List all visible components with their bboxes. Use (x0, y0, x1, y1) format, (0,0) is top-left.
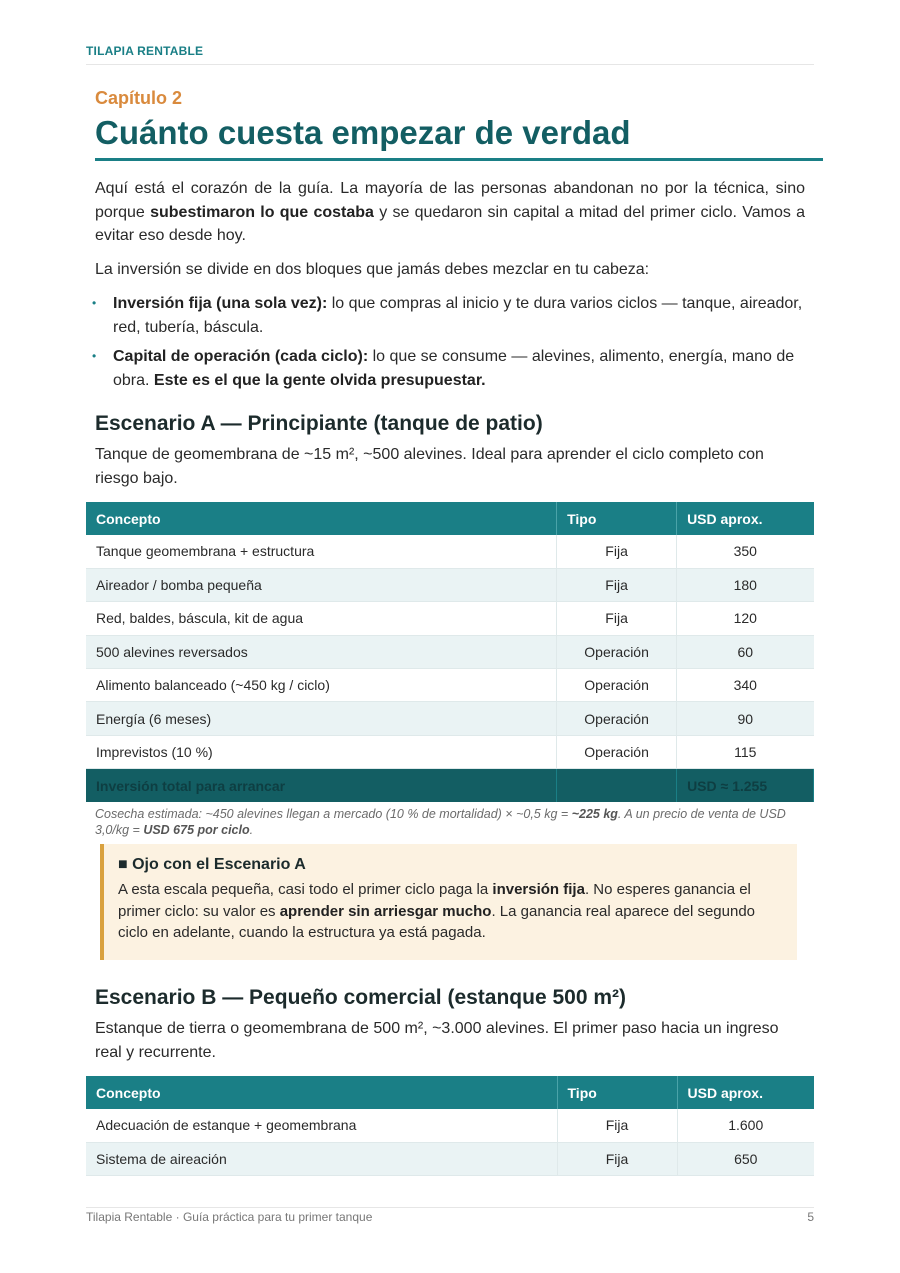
scenario-b-description: Estanque de tierra o geomembrana de 500 m², ~3.000 alevines. El primer paso hacia un ingreso real y recurrente. (95, 1020, 779, 1061)
cell-usd: 120 (677, 602, 814, 635)
cell-type: Operación (557, 635, 677, 668)
note-text: Cosecha estimada: ~450 alevines llegan a mercado (10 % de mortalidad) × ~0,5 kg = (95, 807, 572, 821)
table-row (86, 602, 814, 635)
column-header: Tipo (557, 1076, 677, 1109)
table-header-row (86, 502, 814, 535)
cell-usd: 350 (677, 535, 814, 568)
table-row (86, 1109, 814, 1142)
table-row (86, 1142, 814, 1175)
table-row (86, 635, 814, 668)
table-total-row (86, 769, 814, 802)
cell-concept: Alimento balanceado (~450 kg / ciclo) (86, 669, 557, 702)
title-underline (95, 158, 823, 161)
column-header: USD aprox. (677, 1076, 814, 1109)
cell-concept: Imprevistos (10 %) (86, 735, 557, 768)
page-title: Cuánto cuesta empezar de verdad (95, 114, 631, 151)
cell-usd: 180 (677, 568, 814, 601)
intro-paragraph-1 (95, 177, 805, 248)
note-bold-kg: ~225 kg (571, 807, 618, 821)
cell-concept: Sistema de aireación (86, 1142, 557, 1175)
intro-text-c: y se quedaron sin capital a mitad del primer ciclo. Vamos a evitar eso desde hoy. (95, 203, 806, 244)
cell-type: Fija (557, 568, 677, 601)
list-item-fixed-investment (92, 292, 805, 339)
cell-usd: 90 (677, 702, 814, 735)
bullet-text: lo que compras al inicio y te dura varios ciclos — tanque, aireador, red, tubería, báscula. (113, 295, 803, 336)
bullet-emphasis: Este es el que la gente olvida presupuestar. (153, 371, 486, 389)
note-text: . A un precio de venta de USD 3,0/kg = (95, 807, 786, 837)
total-value: USD ≈ 1.255 (677, 769, 814, 802)
callout-bold: inversión fija (492, 881, 585, 898)
cell-type: Operación (557, 669, 677, 702)
table-row (86, 568, 814, 601)
header-divider (86, 64, 814, 65)
column-header: Concepto (86, 502, 557, 535)
page-number: 5 (807, 1210, 814, 1224)
column-header: Tipo (557, 502, 677, 535)
column-header: Concepto (86, 1076, 557, 1109)
callout-text: . La ganancia real aparece del segundo ciclo en adelante, cuando la estructura ya está pagada. (118, 902, 756, 941)
cell-usd: 1.600 (677, 1109, 814, 1142)
cell-type: Fija (557, 1109, 677, 1142)
callout-bold: aprender sin arriesgar mucho (279, 902, 492, 920)
intro-text-a: Aquí está el corazón de la guía. La mayoría de las personas abandonan no por la técnica, sino porque (95, 180, 805, 221)
note-bold-usd: USD 675 por ciclo (143, 823, 250, 837)
harvest-note (95, 806, 810, 838)
cell-usd: 115 (677, 735, 814, 768)
table-row (86, 735, 814, 768)
cell-type: Fija (557, 1142, 677, 1175)
list-item-operating-capital (92, 345, 805, 392)
cell-concept: Adecuación de estanque + geomembrana (86, 1109, 557, 1142)
warning-callout (100, 844, 797, 960)
scenario-a-cost-table (86, 502, 814, 802)
cell-type: Operación (557, 735, 677, 768)
cell-type: Fija (557, 535, 677, 568)
intro-bold: subestimaron lo que costaba (150, 203, 374, 221)
bullet-text: lo que se consume — alevines, alimento, energía, mano de obra. (113, 348, 795, 389)
table-row (86, 669, 814, 702)
table-row (86, 702, 814, 735)
note-text: . (249, 823, 254, 837)
scenario-a-heading: Escenario A — Principiante (tanque de patio) (95, 412, 543, 435)
callout-text: A esta escala pequeña, casi todo el primer ciclo paga la (118, 881, 493, 898)
cell-concept: 500 alevines reversados (86, 635, 557, 668)
footer-title: Tilapia Rentable · Guía práctica para tu primer tanque (86, 1210, 373, 1224)
scenario-a-description: Tanque de geomembrana de ~15 m², ~500 alevines. Ideal para aprender el ciclo completo con riesgo bajo. (95, 446, 764, 487)
cell-usd: 650 (677, 1142, 814, 1175)
bullet-term: Inversión fija (una sola vez): (113, 295, 328, 312)
footer-divider (86, 1207, 814, 1208)
table-row (86, 535, 814, 568)
cell-concept: Red, baldes, báscula, kit de agua (86, 602, 557, 635)
intro-paragraph-2: La inversión se divide en dos bloques que jamás debes mezclar en tu cabeza: (95, 261, 650, 278)
scenario-b-cost-table (86, 1076, 814, 1176)
callout-title: ■ Ojo con el Escenario A (118, 856, 306, 873)
cell-concept: Energía (6 meses) (86, 702, 557, 735)
cell-type: Operación (557, 702, 677, 735)
scenario-b-heading: Escenario B — Pequeño comercial (estanque 500 m²) (95, 986, 627, 1009)
bullet-dot-icon: • (92, 349, 97, 363)
cell-concept: Aireador / bomba pequeña (86, 568, 557, 601)
table-header-row (86, 1076, 814, 1109)
cell-type: Fija (557, 602, 677, 635)
bullet-dot-icon: • (92, 296, 97, 310)
bullet-term: Capital de operación (cada ciclo): (113, 348, 369, 365)
cell-usd: 60 (677, 635, 814, 668)
total-type (557, 769, 677, 802)
running-title: TILAPIA RENTABLE (86, 44, 204, 58)
cell-usd: 340 (677, 669, 814, 702)
column-header: USD aprox. (677, 502, 814, 535)
chapter-label: Capítulo 2 (95, 88, 183, 108)
callout-body (118, 879, 781, 944)
callout-text: . No esperes ganancia el primer ciclo: su valor es (118, 881, 751, 920)
cell-concept: Tanque geomembrana + estructura (86, 535, 557, 568)
total-label: Inversión total para arrancar (86, 769, 557, 802)
